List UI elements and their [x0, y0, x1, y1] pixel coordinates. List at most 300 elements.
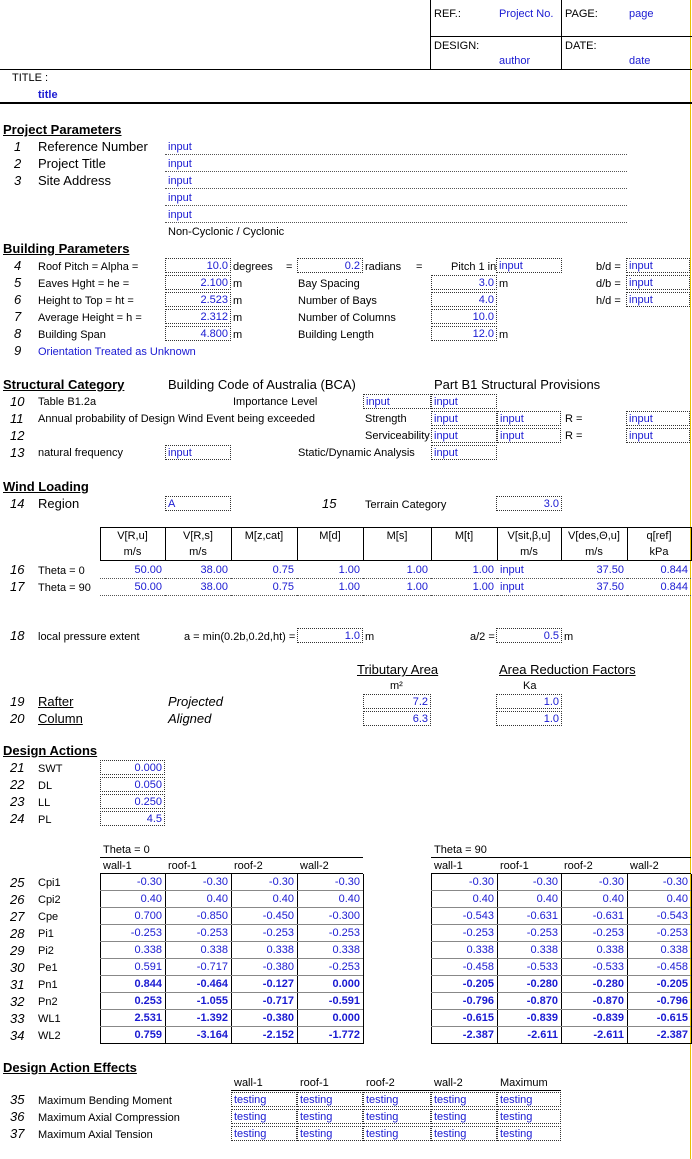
row-number: 3 — [14, 173, 22, 188]
row-number: 32 — [10, 994, 25, 1009]
action-row-label: WL2 — [38, 1030, 61, 1042]
theta90-cell: -0.615 — [656, 1012, 688, 1024]
rafter-area-field[interactable]: 7.2 — [363, 694, 431, 709]
wind-cell[interactable]: 37.50 — [596, 581, 624, 593]
theta90-cell: -0.253 — [526, 927, 558, 939]
theta0-cell: -0.30 — [268, 876, 294, 888]
theta0-cell: -0.253 — [130, 927, 162, 939]
theta0-cell: -1.392 — [196, 1012, 228, 1024]
average-height-label: Average Height = h = — [38, 312, 142, 324]
action-row-label: Pe1 — [38, 962, 58, 974]
terrain-category-field[interactable]: 3.0 — [496, 496, 562, 511]
row-number: 18 — [10, 628, 25, 643]
row-number: 37 — [10, 1126, 25, 1141]
reference-number-input[interactable]: input — [168, 141, 192, 153]
effect-cell[interactable]: testing — [431, 1092, 497, 1107]
theta0-cell: 0.759 — [134, 1029, 162, 1041]
effects-column-header: Maximum — [500, 1077, 548, 1089]
wind-column-header: V[des,Θ,u] — [568, 530, 620, 542]
unit-label: radians — [365, 261, 402, 273]
wind-cell[interactable]: 1.00 — [406, 581, 428, 593]
serviceability-input-2[interactable]: input — [497, 428, 561, 443]
theta0-column-header: wall-2 — [300, 860, 329, 872]
serviceability-label: Serviceability — [365, 430, 430, 442]
wind-column-header: M[z,cat] — [244, 530, 284, 542]
region-input[interactable]: A — [165, 496, 231, 511]
theta0-cell: -0.464 — [196, 978, 228, 990]
column-ka-field[interactable]: 1.0 — [496, 711, 562, 726]
theta0-cell: -0.300 — [328, 910, 360, 922]
theta0-cell: 0.000 — [332, 978, 360, 990]
ratio-label: h/d = — [596, 295, 621, 307]
roof-pitch-radians-field[interactable]: 0.2 — [297, 258, 363, 273]
wind-cell[interactable]: 37.50 — [596, 564, 624, 576]
table-rule — [431, 924, 691, 925]
effect-row-label: Maximum Bending Moment — [38, 1095, 172, 1107]
theta90-cell: -0.253 — [656, 927, 688, 939]
wind-column-unit: kPa — [649, 546, 669, 558]
half-a-label: a/2 = — [470, 631, 495, 643]
dl-label: DL — [38, 780, 53, 792]
theta0-cell: 0.40 — [338, 893, 360, 905]
row-number: 21 — [10, 760, 25, 775]
date-value[interactable]: date — [629, 55, 651, 67]
site-address-line-2[interactable]: input — [168, 192, 192, 204]
building-length-field[interactable]: 12.0 — [431, 326, 497, 341]
height-to-top-label: Height to Top = ht = — [38, 295, 134, 307]
dotted-rule — [627, 595, 691, 596]
natural-frequency-label: natural frequency — [38, 447, 123, 459]
row-number: 33 — [10, 1011, 25, 1026]
column-area-field[interactable]: 6.3 — [363, 711, 431, 726]
theta90-column-header: roof-2 — [564, 860, 593, 872]
dotted-rule — [165, 595, 231, 596]
annual-probability-label: Annual probability of Design Wind Event being exceeded — [38, 413, 316, 425]
rafter-ka-field[interactable]: 1.0 — [496, 694, 562, 709]
effect-cell[interactable]: testing — [497, 1126, 561, 1141]
dotted-rule — [363, 595, 431, 596]
theta0-cell: 0.700 — [134, 910, 162, 922]
table-rule — [431, 992, 691, 993]
row-number: 15 — [322, 496, 337, 511]
theta0-cell: 0.338 — [134, 944, 162, 956]
project-title-input[interactable]: input — [168, 158, 192, 170]
terrain-category-label: Terrain Category — [365, 499, 447, 511]
theta90-cell: 0.338 — [660, 944, 688, 956]
db-ratio-input[interactable]: input — [626, 275, 690, 290]
average-height-field[interactable]: 2.312 — [165, 309, 231, 324]
row-number: 29 — [10, 943, 25, 958]
dotted-rule — [497, 578, 561, 579]
dotted-rule — [431, 595, 497, 596]
wind-cell[interactable]: input — [500, 581, 524, 593]
table-rule — [231, 1090, 561, 1091]
theta90-cell: -0.205 — [656, 978, 688, 990]
unit-label: m — [365, 631, 375, 643]
hd-ratio-input[interactable]: input — [626, 292, 690, 307]
table-rule — [100, 992, 363, 993]
table-rule — [100, 1043, 363, 1044]
row-number: 27 — [10, 909, 25, 924]
theta-90-heading: Theta = 90 — [434, 844, 487, 856]
number-of-bays-label: Number of Bays — [298, 295, 377, 307]
unit-label: m — [233, 295, 243, 307]
theta90-cell: 0.338 — [596, 944, 624, 956]
wind-cell[interactable]: 0.844 — [660, 564, 688, 576]
wind-cell[interactable]: 1.00 — [472, 564, 494, 576]
theta90-cell: -0.458 — [656, 961, 688, 973]
theta90-cell: -0.796 — [462, 995, 494, 1007]
row-number: 14 — [10, 496, 25, 511]
theta0-cell: -3.164 — [196, 1029, 228, 1041]
theta0-cell: 0.40 — [140, 893, 162, 905]
wind-cell[interactable]: 1.00 — [406, 564, 428, 576]
theta0-cell: -0.450 — [262, 910, 294, 922]
theta90-cell: -0.870 — [592, 995, 624, 1007]
unit-label: m — [564, 631, 574, 643]
wind-column-unit: m/s — [585, 546, 603, 558]
header-divider — [430, 0, 431, 70]
table-rule — [100, 560, 691, 561]
effects-column-header: roof-1 — [300, 1077, 329, 1089]
wind-cell[interactable]: 50.00 — [134, 564, 162, 576]
theta90-cell: 0.40 — [666, 893, 688, 905]
wind-cell[interactable]: 0.75 — [272, 564, 294, 576]
table-b12a-label: Table B1.2a — [38, 396, 97, 408]
effect-cell[interactable]: testing — [231, 1092, 297, 1107]
theta0-cell: -0.30 — [202, 876, 228, 888]
theta0-cell: -0.717 — [262, 995, 294, 1007]
table-rule — [431, 907, 691, 908]
rafter-kind: Projected — [168, 694, 223, 709]
design-actions-heading: Design Actions — [3, 743, 98, 758]
height-to-top-field[interactable]: 2.523 — [165, 292, 231, 307]
effects-column-header: wall-2 — [434, 1077, 463, 1089]
effect-cell[interactable]: testing — [363, 1109, 431, 1124]
row-number: 10 — [10, 394, 25, 409]
wind-column-header: M[t] — [454, 530, 474, 542]
row-number: 20 — [10, 711, 25, 726]
theta0-cell: 0.844 — [134, 978, 162, 990]
row-number: 5 — [14, 275, 22, 290]
table-rule — [363, 874, 364, 1044]
theta0-column-header: roof-2 — [234, 860, 263, 872]
dotted-rule — [431, 578, 497, 579]
row-number: 26 — [10, 892, 25, 907]
wind-column-header: M[s] — [386, 530, 408, 542]
dotted-rule — [627, 578, 691, 579]
equals-sign: = — [286, 261, 293, 273]
table-rule — [431, 1009, 691, 1010]
theta90-cell: -0.533 — [592, 961, 624, 973]
theta90-column-header: wall-2 — [630, 860, 659, 872]
table-rule — [100, 924, 363, 925]
theta-label: Theta = 0 — [38, 565, 85, 577]
theta90-cell: -0.205 — [462, 978, 494, 990]
effect-cell[interactable]: testing — [431, 1109, 497, 1124]
theta90-column-header: wall-1 — [434, 860, 463, 872]
row-number: 36 — [10, 1109, 25, 1124]
row-number: 7 — [14, 309, 22, 324]
effect-cell[interactable]: testing — [497, 1109, 561, 1124]
importance-level-input-2[interactable]: input — [431, 394, 497, 409]
bay-spacing-field[interactable]: 3.0 — [431, 275, 497, 290]
theta90-cell: 0.338 — [530, 944, 558, 956]
ll-field[interactable]: 0.250 — [100, 794, 165, 809]
wind-cell[interactable]: 50.00 — [134, 581, 162, 593]
effects-column-header: roof-2 — [366, 1077, 395, 1089]
action-row-label: WL1 — [38, 1013, 61, 1025]
row-number: 23 — [10, 794, 25, 809]
effect-cell[interactable]: testing — [431, 1126, 497, 1141]
action-row-label: Pn1 — [38, 979, 58, 991]
header-divider — [0, 102, 692, 104]
row-number: 25 — [10, 875, 25, 890]
part-b1-heading: Part B1 Structural Provisions — [434, 377, 601, 392]
theta0-column-header: roof-1 — [168, 860, 197, 872]
theta90-cell: -0.253 — [592, 927, 624, 939]
row-number: 8 — [14, 326, 22, 341]
roof-pitch-degrees-field[interactable]: 10.0 — [165, 258, 231, 273]
importance-level-input[interactable]: input — [363, 394, 431, 409]
theta90-cell: -2.611 — [527, 1029, 558, 1041]
theta0-cell: 0.40 — [272, 893, 294, 905]
strength-r-input[interactable]: input — [626, 411, 690, 426]
wind-cell[interactable]: 38.00 — [200, 581, 228, 593]
theta0-cell: -0.30 — [334, 876, 360, 888]
theta90-cell: -0.543 — [656, 910, 688, 922]
wind-cell[interactable]: 1.00 — [338, 564, 360, 576]
swt-field[interactable]: 0.000 — [100, 760, 165, 775]
column-label: Column — [38, 711, 83, 726]
wind-cell[interactable]: 1.00 — [472, 581, 494, 593]
wind-column-header: V[R,u] — [117, 530, 148, 542]
wind-column-header: V[R,s] — [183, 530, 213, 542]
effect-cell[interactable]: testing — [231, 1126, 297, 1141]
roof-pitch-label: Roof Pitch = Alpha = — [38, 261, 139, 273]
site-address-line-3[interactable]: input — [168, 209, 192, 221]
wind-cell[interactable]: 1.00 — [338, 581, 360, 593]
orientation-selector[interactable]: Orientation Treated as Unknown — [38, 346, 196, 358]
theta0-cell: -0.380 — [262, 961, 294, 973]
serviceability-r-input[interactable]: input — [626, 428, 690, 443]
wind-column-header: q[ref] — [646, 530, 672, 542]
ratio-label: d/b = — [596, 278, 621, 290]
theta0-cell: -0.30 — [136, 876, 162, 888]
table-rule — [431, 941, 691, 942]
table-rule — [431, 890, 691, 891]
theta90-cell: -2.611 — [593, 1029, 624, 1041]
equals-sign: = — [416, 261, 423, 273]
effect-cell[interactable]: testing — [363, 1126, 431, 1141]
theta90-cell: -0.543 — [462, 910, 494, 922]
effect-cell[interactable]: testing — [363, 1092, 431, 1107]
tributary-area-unit: m² — [390, 680, 403, 692]
effect-cell[interactable]: testing — [297, 1092, 363, 1107]
unit-label: m — [233, 329, 243, 341]
wind-cell[interactable]: 0.75 — [272, 581, 294, 593]
header-divider — [0, 69, 692, 70]
swt-label: SWT — [38, 763, 63, 775]
dotted-rule — [100, 595, 165, 596]
pitch-input[interactable]: input — [496, 258, 562, 273]
row-number: 34 — [10, 1028, 25, 1043]
theta90-cell: -0.30 — [598, 876, 624, 888]
cyclonic-selector[interactable]: Non-Cyclonic / Cyclonic — [168, 226, 285, 238]
static-dynamic-input[interactable]: input — [431, 445, 497, 460]
effect-cell[interactable]: testing — [297, 1109, 363, 1124]
dl-field[interactable]: 0.050 — [100, 777, 165, 792]
building-length-label: Building Length — [298, 329, 374, 341]
dotted-rule — [231, 578, 297, 579]
theta0-cell: -0.380 — [262, 1012, 294, 1024]
theta0-cell: 0.000 — [332, 1012, 360, 1024]
strength-input[interactable]: input — [431, 411, 497, 426]
row-number: 9 — [14, 343, 22, 358]
strength-input-2[interactable]: input — [497, 411, 561, 426]
local-pressure-field[interactable]: 1.0 — [297, 628, 363, 643]
project-parameters-heading: Project Parameters — [3, 122, 122, 137]
theta90-cell: -0.839 — [592, 1012, 624, 1024]
importance-level-label: Importance Level — [233, 396, 318, 408]
theta-label: Theta = 90 — [38, 582, 91, 594]
column-kind: Aligned — [168, 711, 212, 726]
theta90-cell: -0.280 — [592, 978, 624, 990]
ref-value[interactable]: Project No. — [499, 8, 554, 20]
wind-column-unit: m/s — [123, 546, 142, 558]
serviceability-input[interactable]: input — [431, 428, 497, 443]
theta90-cell: -0.533 — [526, 961, 558, 973]
table-rule — [100, 958, 363, 959]
dotted-rule — [561, 595, 627, 596]
title-label: TITLE : — [12, 72, 49, 84]
theta0-cell: 2.531 — [134, 1012, 162, 1024]
theta90-cell: -0.458 — [462, 961, 494, 973]
dotted-rule — [297, 595, 363, 596]
effect-row-label: Maximum Axial Tension — [38, 1129, 153, 1141]
header-divider — [561, 0, 562, 70]
design-label: DESIGN: — [434, 40, 480, 52]
theta90-cell: -0.839 — [526, 1012, 558, 1024]
wind-column-unit: m/s — [189, 546, 207, 558]
wind-cell[interactable]: 38.00 — [200, 564, 228, 576]
wind-cell[interactable]: input — [500, 564, 524, 576]
dotted-rule — [165, 154, 627, 155]
theta90-cell: -0.631 — [592, 910, 624, 922]
dotted-rule — [165, 205, 627, 206]
theta90-cell: -0.280 — [526, 978, 558, 990]
pl-field[interactable]: 4.5 — [100, 811, 165, 826]
theta90-cell: -0.30 — [468, 876, 494, 888]
row-number: 13 — [10, 445, 25, 460]
theta0-cell: -2.152 — [262, 1029, 294, 1041]
number-of-columns-field[interactable]: 10.0 — [431, 309, 497, 324]
dotted-rule — [297, 578, 363, 579]
wind-cell[interactable]: 0.844 — [660, 581, 688, 593]
unit-label: m — [499, 329, 509, 341]
theta0-cell: -0.127 — [262, 978, 294, 990]
theta90-cell: 0.40 — [536, 893, 558, 905]
theta90-cell: -2.387 — [656, 1029, 688, 1041]
row-number: 12 — [10, 428, 25, 443]
table-rule — [431, 958, 691, 959]
reference-number-label: Reference Number — [38, 139, 148, 154]
number-of-bays-field[interactable]: 4.0 — [431, 292, 497, 307]
area-reduction-unit: Ka — [523, 680, 537, 692]
theta90-cell: -0.30 — [662, 876, 688, 888]
theta90-cell: -0.870 — [526, 995, 558, 1007]
date-label: DATE: — [565, 40, 597, 52]
table-rule — [100, 907, 363, 908]
effects-column-header: wall-1 — [234, 1077, 263, 1089]
structural-category-heading: Structural Category — [3, 377, 125, 392]
action-row-label: Pi2 — [38, 945, 54, 957]
row-number: 16 — [10, 562, 25, 577]
row-number: 6 — [14, 292, 22, 307]
theta0-cell: -0.253 — [262, 927, 294, 939]
building-span-field[interactable]: 4.800 — [165, 326, 231, 341]
wind-column-header: M[d] — [319, 530, 341, 542]
strength-label: Strength — [365, 413, 407, 425]
tributary-area-heading: Tributary Area — [357, 662, 439, 677]
effect-cell[interactable]: testing — [231, 1109, 297, 1124]
header-divider — [430, 36, 692, 37]
theta0-cell: 0.338 — [200, 944, 228, 956]
row-number: 24 — [10, 811, 25, 826]
table-rule — [431, 1043, 691, 1044]
theta0-cell: 0.253 — [134, 995, 162, 1007]
eaves-height-field[interactable]: 2.100 — [165, 275, 231, 290]
action-row-label: Pn2 — [38, 996, 58, 1008]
wind-column-unit: m/s — [520, 546, 538, 558]
theta90-cell: -2.387 — [462, 1029, 494, 1041]
row-number: 35 — [10, 1092, 25, 1107]
project-title-label: Project Title — [38, 156, 106, 171]
row-number: 4 — [14, 258, 22, 273]
design-value[interactable]: author — [499, 55, 531, 67]
theta-0-heading: Theta = 0 — [103, 844, 150, 856]
dotted-rule — [231, 595, 297, 596]
site-address-input[interactable]: input — [168, 175, 192, 187]
half-a-field[interactable]: 0.5 — [496, 628, 562, 643]
design-action-effects-heading: Design Action Effects — [3, 1060, 137, 1075]
dotted-rule — [165, 188, 627, 189]
effect-cell[interactable]: testing — [297, 1126, 363, 1141]
title-value[interactable]: title — [38, 89, 58, 101]
row-number: 30 — [10, 960, 25, 975]
page-value[interactable]: page — [629, 8, 654, 20]
rafter-label: Rafter — [38, 694, 74, 709]
natural-frequency-input[interactable]: input — [165, 445, 231, 460]
eaves-height-label: Eaves Hght = he = — [38, 278, 130, 290]
action-row-label: Cpe — [38, 911, 59, 923]
theta90-cell: -0.796 — [656, 995, 688, 1007]
dotted-rule — [100, 578, 165, 579]
table-rule — [100, 1026, 363, 1027]
theta0-cell: -0.253 — [328, 961, 360, 973]
local-pressure-label: local pressure extent — [38, 631, 140, 643]
ratio-label: b/d = — [596, 261, 621, 273]
theta0-cell: 0.338 — [332, 944, 360, 956]
wind-column-header: V[sit,β,u] — [507, 530, 551, 542]
row-number: 28 — [10, 926, 25, 941]
local-pressure-formula: a = min(0.2b,0.2d,ht) = — [184, 631, 296, 643]
row-number: 19 — [10, 694, 25, 709]
table-rule — [100, 527, 691, 528]
bd-ratio-input[interactable]: input — [626, 258, 690, 273]
effect-cell[interactable]: testing — [497, 1092, 561, 1107]
table-rule — [431, 1026, 691, 1027]
